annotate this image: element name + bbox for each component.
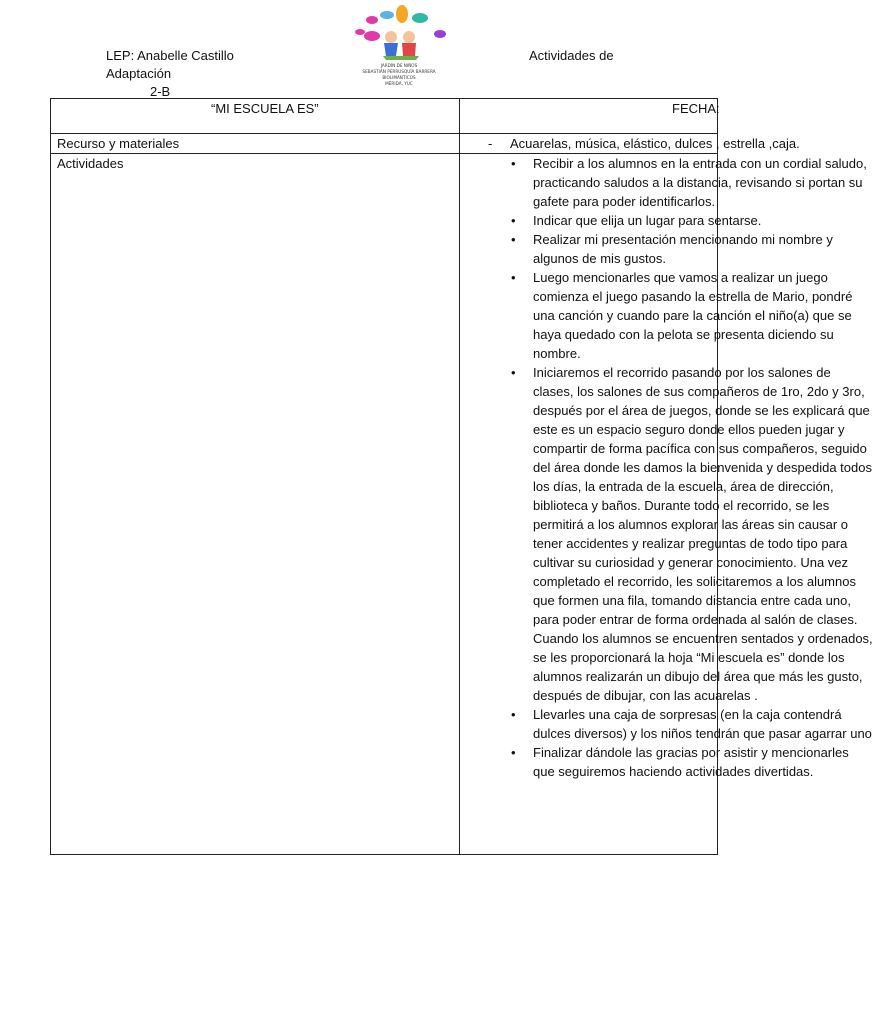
- bullet-icon: •: [511, 270, 516, 285]
- plan-title: “MI ESCUELA ES”: [51, 99, 460, 134]
- activity-text: Llevarles una caja de sorpresas (en la caja contendrá dulces diversos) y los niños tendrán que pasar agarrar uno: [533, 707, 872, 741]
- date-label: FECHA:: [460, 99, 718, 134]
- svg-text:BIOLIMÁNTICOS: BIOLIMÁNTICOS: [382, 75, 416, 80]
- resources-cell: [460, 134, 800, 154]
- svg-text:JARDÍN DE NIÑOS: JARDÍN DE NIÑOS: [380, 63, 418, 68]
- resources-label: Recurso y materiales: [51, 134, 460, 154]
- bullet-icon: •: [511, 156, 516, 171]
- activities-row: [51, 154, 718, 855]
- teacher-name: LEP: Anabelle Castillo: [106, 48, 234, 63]
- activities-label: Actividades: [51, 154, 460, 855]
- bullet-icon: •: [511, 365, 516, 380]
- bullet-icon: •: [511, 745, 516, 760]
- activity-item: [511, 363, 873, 705]
- activity-text: Realizar mi presentación mencionando mi nombre y algunos de mis gustos.: [533, 232, 833, 266]
- activities-cell: [460, 154, 873, 855]
- activity-text: Recibir a los alumnos en la entrada con un cordial saludo, practicando saludos a la distancia, revisando si portan su gafete para poder identificarlos.: [533, 156, 867, 209]
- svg-text:MÉRIDA, YUC: MÉRIDA, YUC: [385, 81, 413, 86]
- resources-value: Acuarelas, música, elástico, dulces , estrella ,caja.: [510, 136, 800, 151]
- title-row: [51, 99, 718, 134]
- activity-text: Luego mencionarles que vamos a realizar un juego comienza el juego pasando la estrella de Mario, pondré una canción y cuando pare la canción el niño(a) que se haya quedado con la pelota se presenta diciendo su nombre.: [533, 270, 853, 361]
- bullet-icon: •: [511, 213, 516, 228]
- group-label: 2-B: [150, 84, 171, 99]
- activity-item: [511, 230, 873, 268]
- resources-dash: -: [488, 136, 493, 151]
- activity-item: [511, 211, 873, 230]
- school-logo: [336, 6, 456, 90]
- resources-row: [51, 134, 718, 154]
- bullet-icon: •: [511, 707, 516, 722]
- activity-item: [511, 705, 873, 743]
- activities-list: [460, 154, 873, 781]
- adaptation-label: Adaptación: [106, 66, 172, 81]
- activity-plan-table: [50, 98, 873, 855]
- activities-title: Actividades de: [529, 48, 614, 63]
- activity-item: [511, 268, 873, 363]
- activity-text: Finalizar dándole las gracias por asistir y mencionarles que seguiremos haciendo actividades divertidas.: [533, 745, 849, 779]
- bullet-icon: •: [511, 232, 516, 247]
- svg-text:SEBASTIÁN PERRUSQUÍA BARRERA: SEBASTIÁN PERRUSQUÍA BARRERA: [362, 69, 436, 74]
- activity-item: [511, 154, 873, 211]
- activity-text: Indicar que elija un lugar para sentarse.: [533, 213, 762, 228]
- activity-item: [511, 743, 873, 781]
- activity-text: Iniciaremos el recorrido pasando por los salones de clases, los salones de sus compañeros de 1ro, 2do y 3ro, después por el área de juegos, donde se les explicará que este es un espacio seguro donde ellos pueden jugar y compartir de forma pacífica con sus compañeros, seguido del área donde les damos la bienvenida y despedida todos los días, la entrada de la escuela, área de dirección, biblioteca y baños. Durante todo el recorrido, se les permitirá a los alumnos explorar las áreas sin causar o tener accidentes y realizar preguntas de todo tipo para cultivar su curiosidad y generar conocimiento. Una vez completado el recorrido, les solicitaremos a los alumnos que formen una fila, tomando distancia entre cada uno, para poder entrar de forma ordenada al salón de clases. Cuando los alumnos se encuentren sentados y ordenados, se les proporcionará la hoja “Mi escuela es” donde los alumnos realizarán un dibujo del área que más les gusto, después de dibujar, con las acuarelas .: [533, 365, 873, 703]
